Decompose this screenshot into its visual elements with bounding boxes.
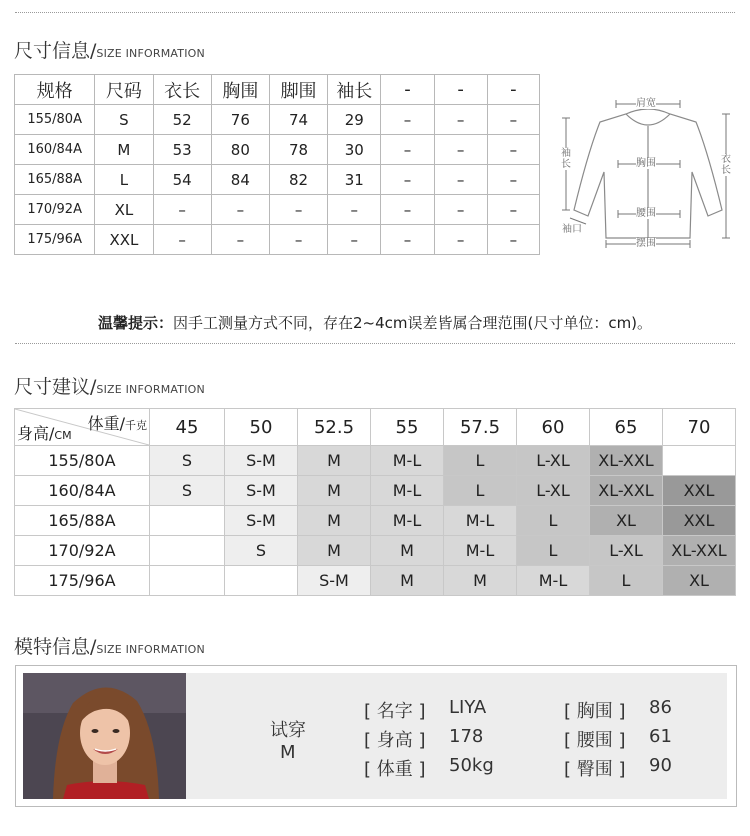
- size-cell: XL-XXL: [663, 536, 736, 566]
- table-cell: M: [95, 135, 153, 165]
- size-info-title: 尺寸信息/SIZE INFORMATION: [14, 40, 205, 62]
- table-row: [15, 506, 736, 536]
- header-cell: -: [434, 75, 487, 105]
- table-cell: –: [487, 195, 539, 225]
- table-cell: –: [328, 225, 381, 255]
- size-cell: S-M: [225, 476, 298, 506]
- size-table-header: [15, 75, 540, 105]
- corner-weight-label: 体重/千克: [87, 414, 147, 433]
- header-cell: -: [487, 75, 539, 105]
- weight-header-cell: 55: [371, 409, 444, 446]
- table-row: [15, 135, 540, 165]
- table-cell: –: [381, 225, 434, 255]
- size-cell: L: [444, 476, 517, 506]
- model-bust: 86: [649, 697, 672, 718]
- table-cell: –: [153, 195, 211, 225]
- size-cell: XL: [663, 566, 736, 596]
- header-cell: 尺码: [95, 75, 153, 105]
- table-cell: 80: [211, 135, 269, 165]
- size-cell: S-M: [225, 446, 298, 476]
- size-cell: M-L: [371, 476, 444, 506]
- table-row: [15, 225, 540, 255]
- waist-label: [ 腰围 ]: [564, 730, 626, 751]
- size-cell: M-L: [371, 446, 444, 476]
- size-cell: [225, 566, 298, 596]
- diagram-label-shoulder: 肩宽: [636, 98, 656, 109]
- size-cell: L: [590, 566, 663, 596]
- table-cell: –: [269, 195, 327, 225]
- model-hip: 90: [649, 755, 672, 776]
- table-cell: –: [434, 225, 487, 255]
- table-row: [15, 165, 540, 195]
- weight-header-cell: 50: [225, 409, 298, 446]
- header-cell: 脚围: [269, 75, 327, 105]
- table-cell: 165/88A: [15, 165, 95, 195]
- header-cell: 衣长: [153, 75, 211, 105]
- model-waist: 61: [649, 726, 672, 747]
- size-advice-title: 尺寸建议/SIZE INFORMATION: [14, 376, 205, 398]
- table-cell: –: [434, 165, 487, 195]
- table-row: [15, 536, 736, 566]
- tip-label: 温馨提示：: [97, 314, 173, 332]
- size-cell: L-XL: [590, 536, 663, 566]
- height-cell: 165/88A: [15, 506, 150, 536]
- diagram-label-sleeve: 袖长: [561, 148, 571, 170]
- size-cell: [663, 446, 736, 476]
- garment-diagram: [558, 92, 738, 260]
- size-cell: M: [371, 566, 444, 596]
- table-cell: 160/84A: [15, 135, 95, 165]
- size-cell: [150, 566, 225, 596]
- size-cell: M: [298, 536, 371, 566]
- size-cell: S-M: [225, 506, 298, 536]
- size-cell: M: [298, 476, 371, 506]
- size-cell: XXL: [663, 476, 736, 506]
- model-height: 178: [449, 726, 484, 747]
- model-info-title: 模特信息/SIZE INFORMATION: [14, 636, 205, 658]
- table-cell: –: [434, 195, 487, 225]
- size-cell: M-L: [444, 536, 517, 566]
- diagram-label-cuff: 袖口: [562, 224, 582, 235]
- size-cell: M-L: [444, 506, 517, 536]
- table-cell: 175/96A: [15, 225, 95, 255]
- table-cell: –: [487, 225, 539, 255]
- diagram-label-chest: 胸围: [636, 158, 656, 169]
- table-cell: –: [328, 195, 381, 225]
- height-cell: 155/80A: [15, 446, 150, 476]
- weight-header-cell: 60: [517, 409, 590, 446]
- top-divider: [15, 12, 735, 13]
- bust-label: [ 胸围 ]: [564, 701, 626, 722]
- table-cell: 30: [328, 135, 381, 165]
- table-cell: 84: [211, 165, 269, 195]
- size-cell: L-XL: [517, 476, 590, 506]
- table-row: [15, 195, 540, 225]
- table-cell: –: [381, 165, 434, 195]
- size-cell: XL-XXL: [590, 476, 663, 506]
- size-cell: XL-XXL: [590, 446, 663, 476]
- table-cell: –: [381, 195, 434, 225]
- table-cell: –: [153, 225, 211, 255]
- table-cell: S: [95, 105, 153, 135]
- size-cell: L: [517, 506, 590, 536]
- header-cell: 袖长: [328, 75, 381, 105]
- table-cell: –: [487, 165, 539, 195]
- height-cell: 170/92A: [15, 536, 150, 566]
- name-label: [ 名字 ]: [364, 701, 426, 722]
- header-cell: 规格: [15, 75, 95, 105]
- weight-header-cell: 65: [590, 409, 663, 446]
- tip-text: 因手工测量方式不同，存在2~4cm误差皆属合理范围(尺寸单位：cm)。: [172, 314, 653, 332]
- table-cell: 74: [269, 105, 327, 135]
- weight-header-cell: 52.5: [298, 409, 371, 446]
- table-cell: 31: [328, 165, 381, 195]
- size-cell: XL: [590, 506, 663, 536]
- size-cell: [150, 536, 225, 566]
- table-row: [15, 446, 736, 476]
- size-cell: S: [225, 536, 298, 566]
- table-cell: –: [381, 105, 434, 135]
- try-size: M: [280, 742, 296, 763]
- table-cell: XL: [95, 195, 153, 225]
- divider: [15, 343, 735, 344]
- header-cell: 胸围: [211, 75, 269, 105]
- model-weight: 50kg: [449, 755, 494, 776]
- diagram-label-waist: 腰围: [636, 208, 656, 219]
- measurement-tip: [0, 312, 750, 333]
- table-cell: 155/80A: [15, 105, 95, 135]
- model-card: [15, 665, 737, 807]
- size-cell: L: [444, 446, 517, 476]
- table-cell: 76: [211, 105, 269, 135]
- table-cell: L: [95, 165, 153, 195]
- jacket-outline-icon: [558, 92, 738, 260]
- header-cell: -: [381, 75, 434, 105]
- size-cell: M-L: [517, 566, 590, 596]
- size-cell: L-XL: [517, 446, 590, 476]
- table-cell: –: [487, 135, 539, 165]
- table-cell: –: [269, 225, 327, 255]
- diagram-label-hem: 摆围: [636, 238, 656, 249]
- table-cell: 82: [269, 165, 327, 195]
- table-cell: 52: [153, 105, 211, 135]
- weight-header-cell: 70: [663, 409, 736, 446]
- size-cell: M: [298, 506, 371, 536]
- height-cell: 160/84A: [15, 476, 150, 506]
- size-cell: L: [517, 536, 590, 566]
- size-cell: XXL: [663, 506, 736, 536]
- size-advice-table: [14, 408, 736, 596]
- table-cell: 54: [153, 165, 211, 195]
- table-cell: 170/92A: [15, 195, 95, 225]
- size-table: [14, 74, 540, 255]
- table-row: [15, 105, 540, 135]
- weight-label: [ 体重 ]: [364, 759, 426, 780]
- model-portrait-icon: [23, 673, 186, 799]
- table-cell: 29: [328, 105, 381, 135]
- model-card-inner: [23, 673, 727, 799]
- advice-header-row: [15, 409, 736, 446]
- table-cell: –: [211, 225, 269, 255]
- weight-header-cell: 57.5: [444, 409, 517, 446]
- model-name: LIYA: [449, 697, 487, 718]
- size-cell: M-L: [371, 506, 444, 536]
- table-cell: –: [434, 105, 487, 135]
- size-cell: S: [150, 476, 225, 506]
- corner-cell: [15, 409, 150, 446]
- table-cell: –: [434, 135, 487, 165]
- height-cell: 175/96A: [15, 566, 150, 596]
- table-row: [15, 566, 736, 596]
- height-label: [ 身高 ]: [364, 730, 426, 751]
- table-cell: XXL: [95, 225, 153, 255]
- size-cell: M: [371, 536, 444, 566]
- size-cell: [150, 506, 225, 536]
- size-cell: M: [444, 566, 517, 596]
- hip-label: [ 臀围 ]: [564, 759, 626, 780]
- table-row: [15, 476, 736, 506]
- size-cell: M: [298, 446, 371, 476]
- table-cell: –: [487, 105, 539, 135]
- corner-height-label: 身高/CM: [17, 424, 72, 443]
- table-cell: 53: [153, 135, 211, 165]
- table-cell: 78: [269, 135, 327, 165]
- size-cell: S: [150, 446, 225, 476]
- try-label: 试穿: [270, 720, 306, 741]
- size-cell: S-M: [298, 566, 371, 596]
- table-cell: –: [211, 195, 269, 225]
- weight-header-cell: 45: [150, 409, 225, 446]
- model-photo: [23, 673, 186, 799]
- diagram-label-length: 衣长: [721, 154, 731, 176]
- table-cell: –: [381, 135, 434, 165]
